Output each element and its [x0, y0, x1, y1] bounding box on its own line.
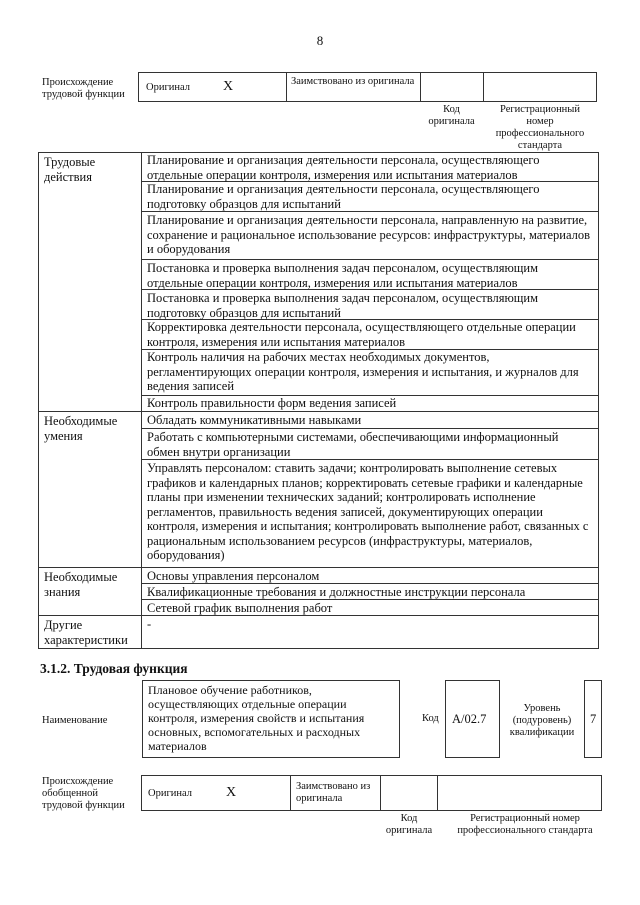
labor-action-item: Корректировка деятельности персонала, осуществляющего отдельные операции контроля, измерения или испытания материалов	[147, 320, 576, 349]
level-value: 7	[590, 712, 597, 726]
code-value: А/02.7	[452, 712, 487, 726]
knowledge-item: Основы управления персоналом	[147, 569, 320, 583]
labor-action-item: Планирование и организация деятельности персонала, направленную на развитие, сохранение и рациональное использование ресурсов: инфраструктуры, материалов и оборудования	[147, 213, 590, 256]
code-caption: Код оригинала	[428, 104, 475, 127]
knowledge-label: Необходимые знания	[44, 570, 118, 599]
origin-label: Происхождение обобщенной трудовой функции	[42, 776, 125, 811]
labor-action-item: Постановка и проверка выполнения задач персоналом, осуществляющим подготовку образцов для испытаний	[147, 291, 539, 320]
other-value: -	[147, 617, 152, 631]
page-number: 8	[316, 33, 324, 48]
labor-action-item: Контроль наличия на рабочих местах необходимых документов, регламентирующих операции контроля, измерения и испытания, и журналов для ведения записей	[147, 350, 579, 393]
skill-item: Управлять персоналом: ставить задачи; контролировать выполнение сетевых графиков и календарных планов; корректировать сетевые графики и календарные планы при изменении технических заданий; контролировать исполнение регламентов, правильность ведения записей, документирующих операции контроля, измерения и испытания; контролировать выполнение работ, связанных с рациональным использованием ресурсов (инфраструктуры, материалов, оборудования)	[147, 461, 589, 562]
reg-caption: Регистрационный номер профессионального стандарта	[457, 813, 593, 836]
borrowed-label: Заимствовано из оригинала	[296, 781, 371, 804]
skills-label: Необходимые умения	[44, 414, 118, 443]
section-title: 3.1.2. Трудовая функция	[40, 661, 188, 676]
skill-item: Работать с компьютерными системами, обеспечивающими информационный обмен внутри организации	[147, 430, 559, 459]
code-caption: Код оригинала	[385, 813, 433, 836]
borrowed-label: Заимствовано из оригинала	[291, 76, 415, 87]
level-label: Уровень (подуровень) квалификации	[509, 703, 575, 738]
labor-action-item: Контроль правильности форм ведения записей	[147, 396, 397, 410]
origin-label: Происхождение трудовой функции	[42, 77, 125, 100]
original-label: Оригинал	[148, 788, 192, 799]
name-value: Плановое обучение работников, осуществляющих отдельные операции контроля, измерения свойств и испытания основных, вспомогательных и расходных материалов	[148, 683, 365, 753]
knowledge-item: Квалификационные требования и должностные инструкции персонала	[147, 585, 526, 599]
skill-item: Обладать коммуникативными навыками	[147, 413, 362, 427]
labor-action-item: Планирование и организация деятельности персонала, осуществляющего подготовку образцов для испытаний	[147, 182, 540, 211]
labor-action-item: Постановка и проверка выполнения задач персоналом, осуществляющим отдельные операции контроля, измерения или испытания материалов	[147, 261, 539, 290]
original-label: Оригинал	[146, 82, 190, 93]
original-mark: X	[223, 79, 234, 94]
name-label: Наименование	[42, 715, 108, 726]
knowledge-item: Сетевой график выполнения работ	[147, 601, 333, 615]
labor-action-item: Планирование и организация деятельности персонала, осуществляющего отдельные операции контроля, измерения или испытания материалов	[147, 153, 540, 182]
other-label: Другие характеристики	[44, 618, 128, 647]
original-mark: X	[226, 785, 237, 800]
labor-actions-label: Трудовые действия	[44, 155, 96, 184]
reg-caption: Регистрационный номер профессионального стандарта	[495, 104, 585, 151]
code-label: Код	[422, 713, 439, 724]
